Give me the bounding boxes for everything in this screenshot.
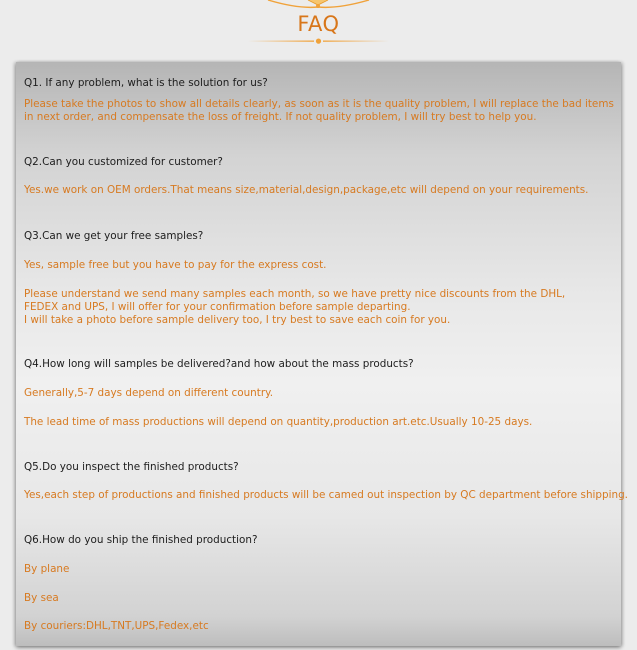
faq-question: Q3.Can we get your free samples? xyxy=(24,230,204,242)
faq-question: Q1. If any problem, what is the solution for us? xyxy=(24,77,268,89)
faq-answer xyxy=(24,259,326,272)
faq-answer-line: FEDEX and UPS, I will offer for your confirmation before sample departing. xyxy=(24,301,411,313)
faq-answer xyxy=(24,489,628,502)
faq-answer-line: in next order, and compensate the loss of freight. If not quality problem, I will try best to help you. xyxy=(24,111,537,123)
faq-answer-line: By couriers:DHL,TNT,UPS,Fedex,etc xyxy=(24,620,209,632)
faq-answer xyxy=(24,592,59,605)
faq-answer xyxy=(24,288,565,327)
faq-card xyxy=(16,62,628,646)
faq-answer xyxy=(24,563,69,576)
faq-question: Q2.Can you customized for customer? xyxy=(24,156,223,168)
faq-answer xyxy=(24,184,588,197)
page-title: FAQ xyxy=(297,12,340,36)
faq-answer-line: Generally,5-7 days depend on different country. xyxy=(24,387,274,399)
faq-answer-line: By plane xyxy=(24,563,70,575)
faq-question: Q5.Do you inspect the finished products? xyxy=(24,461,239,473)
faq-answer-line: Please understand we send many samples each month, so we have pretty nice discounts from the DHL, xyxy=(24,288,566,300)
faq-question: Q4.How long will samples be delivered?and how about the mass products? xyxy=(24,358,414,370)
faq-header xyxy=(0,0,637,62)
faq-answer xyxy=(24,98,614,124)
faq-answer-line: By sea xyxy=(24,592,59,604)
faq-answer-line: The lead time of mass productions will depend on quantity,production art.etc.Usually 10-25 days. xyxy=(24,416,533,428)
faq-answer xyxy=(24,416,532,429)
faq-answer-line: Yes.we work on OEM orders.That means size,material,design,package,etc will depend on your requirements. xyxy=(24,184,589,196)
faq-answer xyxy=(24,620,209,633)
faq-answer xyxy=(24,387,273,400)
faq-answer-line: Yes, sample free but you have to pay for the express cost. xyxy=(24,259,327,271)
faq-answer-line: I will take a photo before sample delivery too, I try best to save each coin for you. xyxy=(24,314,451,326)
faq-answer-line: Yes,each step of productions and finished products will be camed out inspection by QC department before shipping. xyxy=(24,489,628,501)
faq-question: Q6.How do you ship the finished production? xyxy=(24,534,258,546)
faq-answer-line: Please take the photos to show all details clearly, as soon as it is the quality problem, I will replace the bad items xyxy=(24,98,614,110)
